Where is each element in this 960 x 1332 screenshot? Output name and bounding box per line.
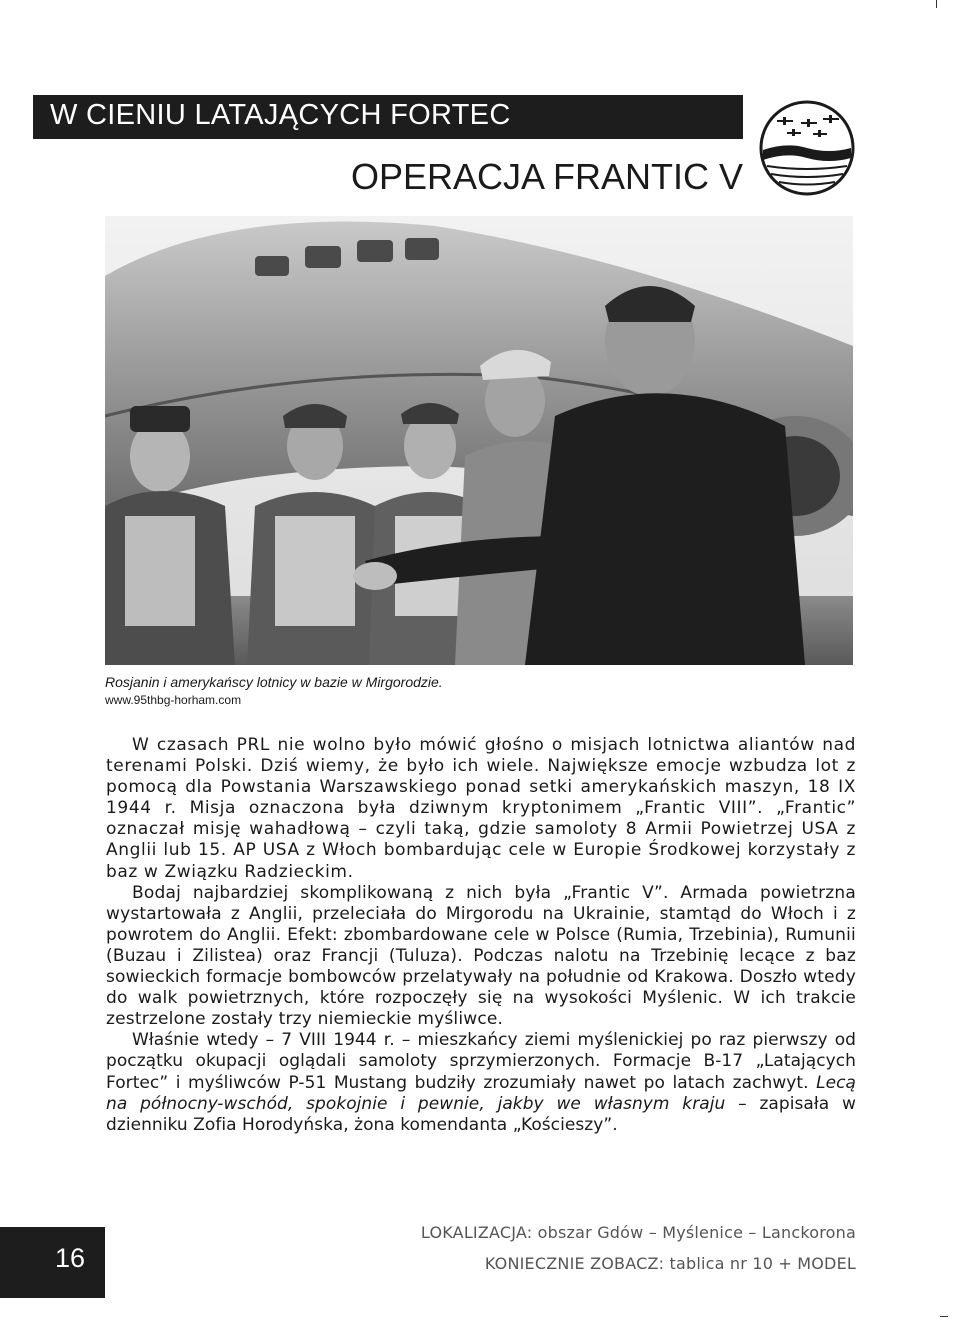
page-title: OPERACJA FRANTIC V	[350, 156, 743, 197]
crop-mark	[940, 1316, 948, 1317]
photo-source: www.95thbg-horham.com	[105, 693, 242, 707]
paragraph-text: – zapisała w dzienniku Zofia Horodyńska, żona komendanta „Kościeszy”.	[106, 1093, 856, 1135]
article-paragraph: W czasach PRL nie wolno było mówić głośno o misjach lotnictwa aliantów nad terenami Polski. Dziś wiemy, że było ich wiele. Największe emocje wzbudza lot z pomocą dla Powstania Warszawskiego ponad setki amerykańskich maszyn, 18 IX 1944 r. Misja oznaczona była dziwnym kryptonimem „Frantic VIII”. „Frantic” oznaczał misję wahadłową – czyli taką, gdzie samoloty 8 Armii Powietrzej USA z Anglii lub 15. AP USA z Włoch bombardując cele w Europie Środkowej korzystały z baz w Związku Radzieckim.	[106, 735, 856, 882]
must-see-value: tablica nr 10 + MODEL	[669, 1254, 856, 1273]
series-title: W CIENIU LATAJĄCYCH FORTEC	[50, 99, 511, 131]
location-label: LOKALIZACJA:	[420, 1223, 533, 1242]
location-value: obszar Gdów – Myślenice – Lanckorona	[537, 1223, 856, 1242]
must-see-label: KONIECZNIE ZOBACZ:	[484, 1254, 665, 1273]
must-see-line	[485, 1254, 856, 1273]
article-body	[106, 735, 856, 1136]
page-number: 16	[54, 1243, 85, 1273]
diary-quote: Lecą na północny-wschód, spokojnie i pewnie, jakby we własnym kraju	[106, 1072, 856, 1114]
location-line	[421, 1223, 856, 1242]
article-paragraph: Bodaj najbardziej skomplikowaną z nich była „Frantic V”. Armada powietrzna wystartowała z Anglii, przeleciała do Mirgorodu na Ukrainie, stamtąd do Włoch i z powrotem do Anglii. Efekt: zbombardowane cele w Polsce (Rumia, Trzebinia), Rumunii (Buzau i Zilistea) oraz Francji (Tuluza). Podczas nalotu na Trzebinię lecące z baz sowieckich formacje bombowców przelatywały na południe od Krakowa. Doszło wtedy do walk powietrznych, które rozpoczęły się na wysokości Myślenic. W ich trakcie zestrzelone zostały trzy niemieckie myśliwce.	[106, 882, 856, 1030]
circle-emblem-with-planes-icon	[757, 98, 857, 198]
article-paragraph	[106, 1030, 856, 1135]
historical-photo	[105, 216, 853, 665]
paragraph-text: Właśnie wtedy – 7 VIII 1944 r. – mieszkańcy ziemi myślenickiej po raz pierwszy od początku okupacji oglądali samoloty sprzymierzonych. Formacje B-17 „Latających Fortec” i myśliwców P-51 Mustang budziły zrozumiały nawet po latach zachwyt.	[106, 1030, 856, 1093]
crop-mark	[936, 0, 937, 8]
photo-caption: Rosjanin i amerykańscy lotnicy w bazie w Mirgorodzie.	[105, 674, 443, 690]
